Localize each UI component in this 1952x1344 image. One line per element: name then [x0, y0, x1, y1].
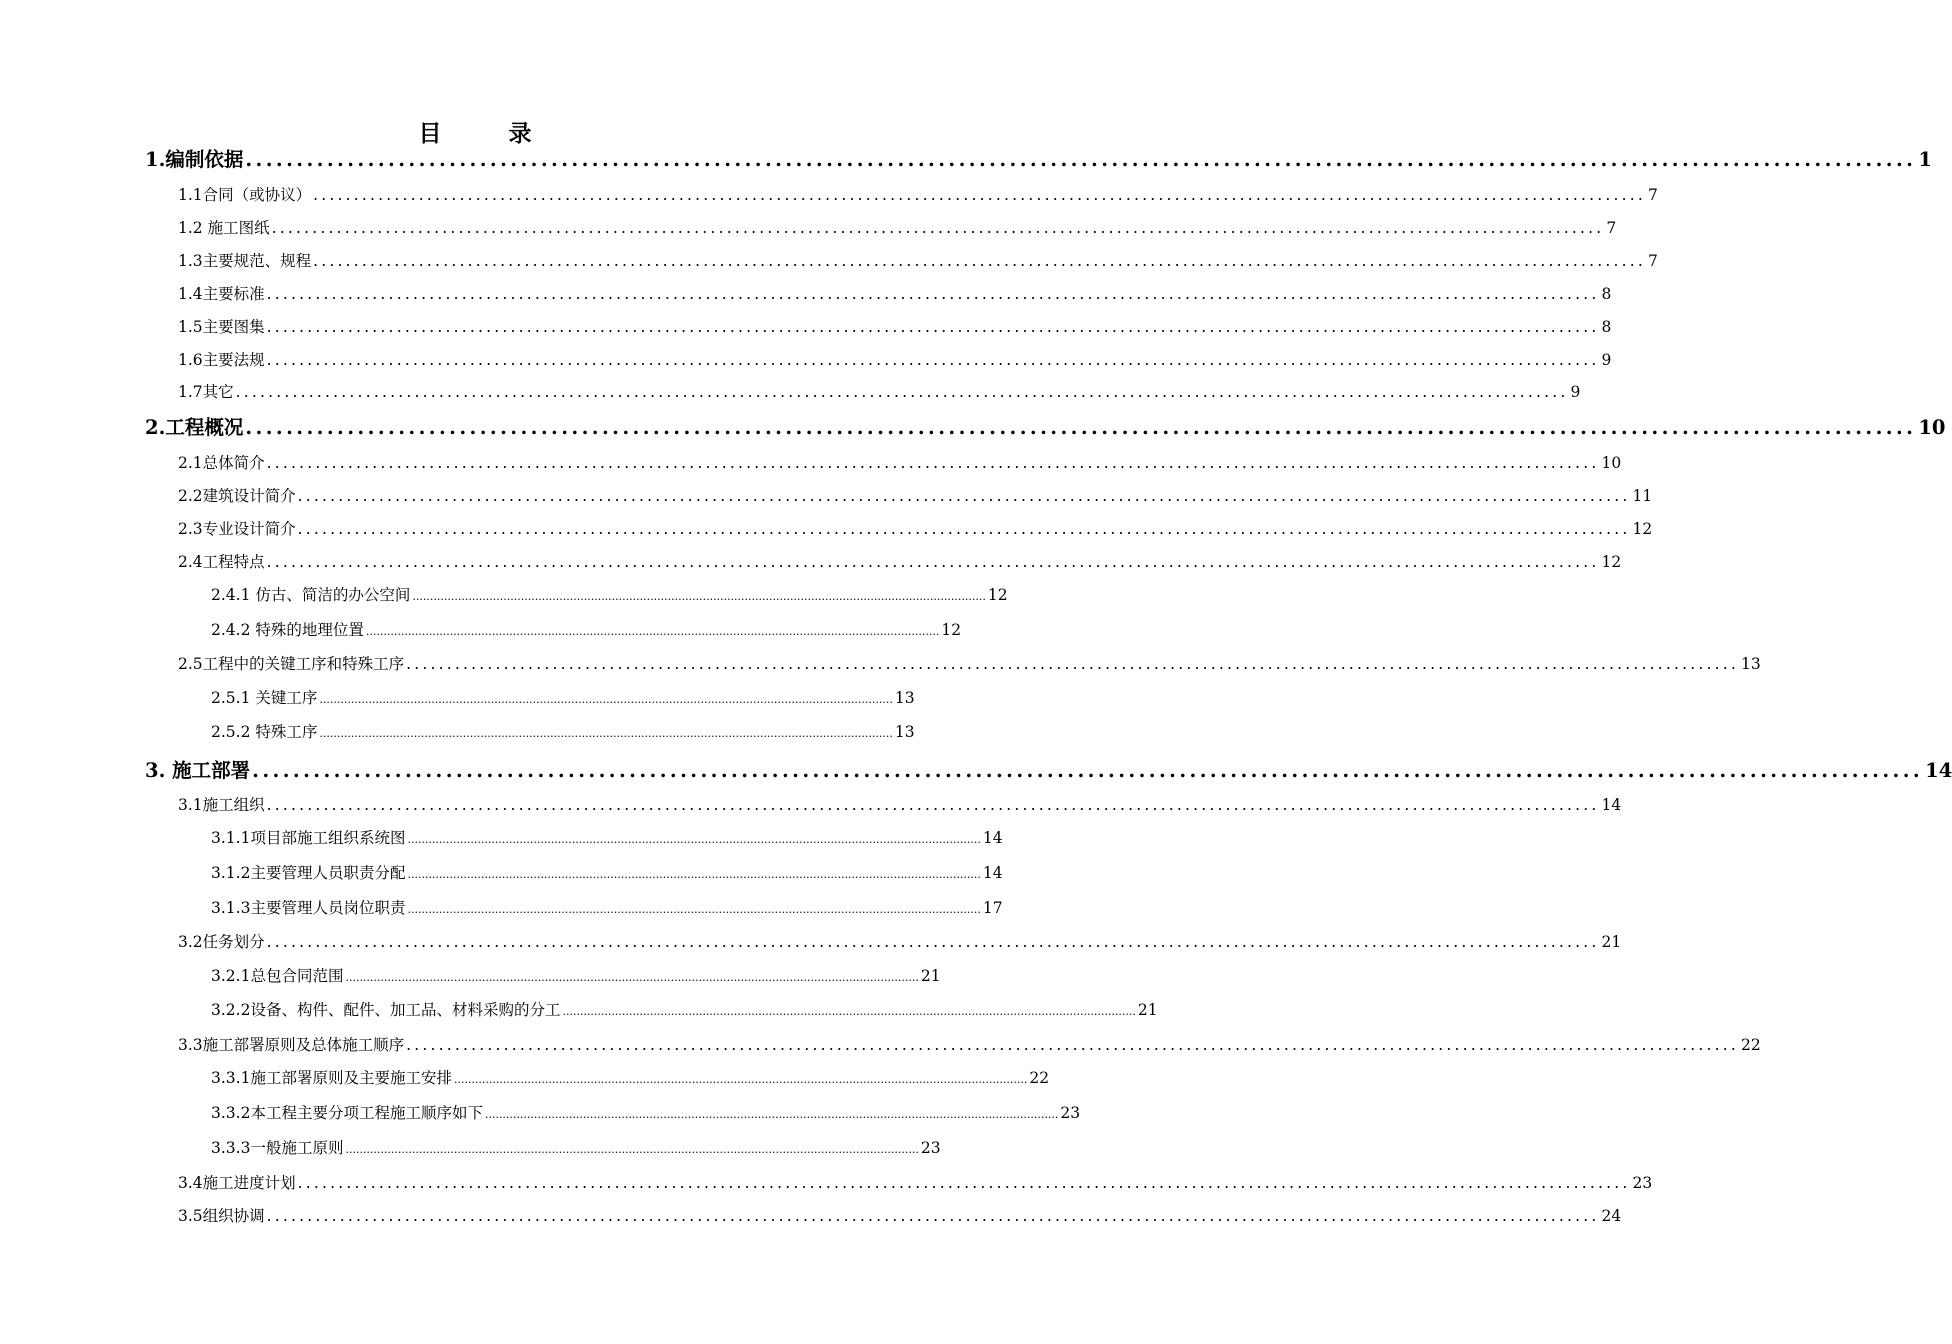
toc-entry-page: 1	[1918, 148, 1932, 171]
toc-entry-2-3[interactable]	[178, 517, 1653, 543]
dot-leader: ....................................................................................................................................................................	[562, 1005, 1136, 1018]
toc-entry-label: 3.2.2设备、构件、配件、加工品、材料采购的分工	[211, 1001, 561, 1019]
dot-leader: ....................................................................................................................................................................	[407, 903, 981, 916]
toc-entry-page: 10	[1601, 454, 1622, 472]
toc-entry-label: 1.7其它	[178, 383, 234, 401]
toc-entry-page: 22	[1029, 1069, 1050, 1087]
toc-entry-label: 1.6主要法规	[178, 351, 265, 369]
toc-entry-2-5[interactable]	[178, 652, 1761, 678]
toc-entry-1[interactable]	[145, 144, 1932, 174]
toc-entry-2-2[interactable]	[178, 484, 1653, 510]
toc-entry-page: 10	[1918, 416, 1946, 439]
toc-entry-label: 3.1.3主要管理人员岗位职责	[211, 899, 406, 917]
toc-entry-page: 13	[1740, 655, 1761, 673]
toc-title: 目 录	[418, 120, 554, 147]
toc-entry-page: 12	[987, 586, 1008, 604]
dot-leader: ....................................................................................................................................................................	[319, 727, 893, 740]
toc-entry-label: 3.2任务划分	[178, 933, 265, 951]
toc-entry-label: 2.工程概况	[145, 416, 244, 439]
dot-leader: ....................................................................................................................................................................	[297, 1174, 1631, 1192]
toc-entry-label: 1.4主要标准	[178, 285, 265, 303]
dot-leader: ....................................................................................................................................................................	[266, 454, 1600, 472]
toc-entry-page: 9	[1601, 351, 1612, 369]
toc-entry-label: 1.1合同（或协议）	[178, 186, 312, 204]
toc-entry-page: 12	[1601, 553, 1622, 571]
dot-leader: ....................................................................................................................................................................	[245, 416, 1917, 439]
dot-leader: ....................................................................................................................................................................	[266, 351, 1600, 369]
toc-entry-2[interactable]	[145, 412, 1946, 442]
toc-entry-page: 21	[920, 967, 941, 985]
toc-entry-label: 3.3施工部署原则及总体施工顺序	[178, 1036, 405, 1054]
toc-entry-3-3-2[interactable]	[211, 1101, 1081, 1127]
toc-entry-page: 11	[1632, 487, 1653, 505]
dot-leader: ....................................................................................................................................................................	[266, 1207, 1600, 1225]
toc-entry-2-5-1[interactable]	[211, 686, 915, 712]
toc-entry-1-4[interactable]	[178, 282, 1612, 308]
dot-leader: ....................................................................................................................................................................	[252, 759, 1924, 782]
toc-entry-page: 7	[1647, 252, 1658, 270]
dot-leader: ....................................................................................................................................................................	[453, 1073, 1028, 1086]
toc-entry-page: 8	[1601, 285, 1612, 303]
toc-entry-label: 3.5组织协调	[178, 1207, 265, 1225]
toc-entry-page: 23	[1632, 1174, 1653, 1192]
toc-entry-2-4-1[interactable]	[211, 583, 1008, 609]
toc-entry-3-5[interactable]	[178, 1204, 1622, 1230]
toc-entry-label: 2.5工程中的关键工序和特殊工序	[178, 655, 405, 673]
toc-entry-3[interactable]	[145, 755, 1952, 785]
toc-entry-3-2[interactable]	[178, 930, 1622, 956]
dot-leader: ....................................................................................................................................................................	[297, 520, 1631, 538]
toc-entry-3-4[interactable]	[178, 1171, 1653, 1197]
toc-entry-page: 14	[1925, 759, 1952, 782]
toc-entry-label: 2.2建筑设计简介	[178, 487, 296, 505]
toc-entry-label: 3.4施工进度计划	[178, 1174, 296, 1192]
toc-entry-2-4[interactable]	[178, 550, 1622, 576]
toc-entry-3-2-2[interactable]	[211, 998, 1158, 1024]
toc-entry-page: 23	[920, 1139, 941, 1157]
dot-leader: ....................................................................................................................................................................	[271, 219, 1605, 237]
dot-leader: ....................................................................................................................................................................	[407, 833, 981, 846]
toc-entry-page: 13	[894, 689, 915, 707]
toc-entry-label: 3.1.1项目部施工组织系统图	[211, 829, 406, 847]
toc-entry-2-1[interactable]	[178, 451, 1622, 477]
toc-entry-label: 2.3专业设计简介	[178, 520, 296, 538]
toc-entry-3-1-3[interactable]	[211, 896, 1003, 922]
toc-entry-page: 12	[941, 621, 962, 639]
toc-entry-label: 3.2.1总包合同范围	[211, 967, 344, 985]
dot-leader: ....................................................................................................................................................................	[412, 590, 986, 603]
toc-entry-page: 22	[1740, 1036, 1761, 1054]
toc-entry-label: 2.5.1 关键工序	[211, 689, 318, 707]
dot-leader: ....................................................................................................................................................................	[266, 933, 1600, 951]
toc-entry-page: 14	[982, 829, 1003, 847]
toc-entry-2-5-2[interactable]	[211, 720, 915, 746]
dot-leader: ....................................................................................................................................................................	[407, 868, 981, 881]
dot-leader: ....................................................................................................................................................................	[345, 1143, 919, 1156]
toc-entry-page: 14	[1601, 796, 1622, 814]
toc-entry-page: 7	[1647, 186, 1658, 204]
toc-entry-label: 2.4.2 特殊的地理位置	[211, 621, 364, 639]
toc-entry-label: 1.编制依据	[145, 148, 244, 171]
toc-entry-page: 14	[982, 864, 1003, 882]
dot-leader: ....................................................................................................................................................................	[313, 186, 1646, 204]
toc-entry-1-6[interactable]	[178, 348, 1612, 374]
toc-entry-label: 3. 施工部署	[145, 759, 251, 782]
dot-leader: ....................................................................................................................................................................	[266, 285, 1600, 303]
toc-entry-page: 7	[1606, 219, 1617, 237]
toc-entry-page: 23	[1060, 1104, 1081, 1122]
dot-leader: ....................................................................................................................................................................	[297, 487, 1631, 505]
toc-entry-3-1-1[interactable]	[211, 826, 1003, 852]
toc-entry-label: 3.1施工组织	[178, 796, 265, 814]
toc-entry-3-2-1[interactable]	[211, 964, 941, 990]
toc-entry-page: 21	[1137, 1001, 1158, 1019]
toc-entry-page: 21	[1601, 933, 1622, 951]
toc-entry-label: 2.4.1 仿古、简洁的办公空间	[211, 586, 411, 604]
toc-entry-page: 17	[982, 899, 1003, 917]
toc-entry-page: 13	[894, 723, 915, 741]
toc-entry-label: 2.1总体简介	[178, 454, 265, 472]
toc-entry-label: 3.3.2本工程主要分项工程施工顺序如下	[211, 1104, 483, 1122]
toc-entry-label: 3.3.3一般施工原则	[211, 1139, 344, 1157]
dot-leader: ....................................................................................................................................................................	[406, 1036, 1739, 1054]
toc-entry-page: 8	[1601, 318, 1612, 336]
toc-entry-1-2[interactable]	[178, 216, 1617, 242]
dot-leader: ....................................................................................................................................................................	[266, 318, 1600, 336]
toc-entry-3-1-2[interactable]	[211, 861, 1003, 887]
toc-entry-label: 1.5主要图集	[178, 318, 265, 336]
toc-entry-3-3[interactable]	[178, 1033, 1761, 1059]
toc-entry-3-3-3[interactable]	[211, 1136, 941, 1162]
toc-entry-label: 1.3主要规范、规程	[178, 252, 312, 270]
dot-leader: ....................................................................................................................................................................	[235, 383, 1569, 401]
toc-entry-page: 9	[1570, 383, 1581, 401]
toc-entry-3-3-1[interactable]	[211, 1066, 1050, 1092]
toc-entry-label: 3.1.2主要管理人员职责分配	[211, 864, 406, 882]
toc-entry-1-7[interactable]	[178, 380, 1581, 406]
toc-entry-1-5[interactable]	[178, 315, 1612, 341]
toc-entry-2-4-2[interactable]	[211, 618, 962, 644]
toc-entry-label: 1.2 施工图纸	[178, 219, 270, 237]
dot-leader: ....................................................................................................................................................................	[313, 252, 1646, 270]
dot-leader: ....................................................................................................................................................................	[266, 796, 1600, 814]
toc-entry-label: 2.5.2 特殊工序	[211, 723, 318, 741]
toc-entry-page: 12	[1632, 520, 1653, 538]
dot-leader: ....................................................................................................................................................................	[266, 553, 1600, 571]
dot-leader: ....................................................................................................................................................................	[365, 625, 940, 638]
dot-leader: ....................................................................................................................................................................	[484, 1108, 1059, 1121]
toc-entry-label: 2.4工程特点	[178, 553, 265, 571]
dot-leader: ....................................................................................................................................................................	[245, 148, 1917, 171]
toc-entry-page: 24	[1601, 1207, 1622, 1225]
toc-entry-label: 3.3.1施工部署原则及主要施工安排	[211, 1069, 452, 1087]
toc-entry-3-1[interactable]	[178, 793, 1622, 819]
toc-entry-1-1[interactable]	[178, 183, 1658, 209]
toc-entry-1-3[interactable]	[178, 249, 1658, 275]
dot-leader: ....................................................................................................................................................................	[406, 655, 1739, 673]
dot-leader: ....................................................................................................................................................................	[319, 693, 893, 706]
dot-leader: ....................................................................................................................................................................	[345, 971, 919, 984]
